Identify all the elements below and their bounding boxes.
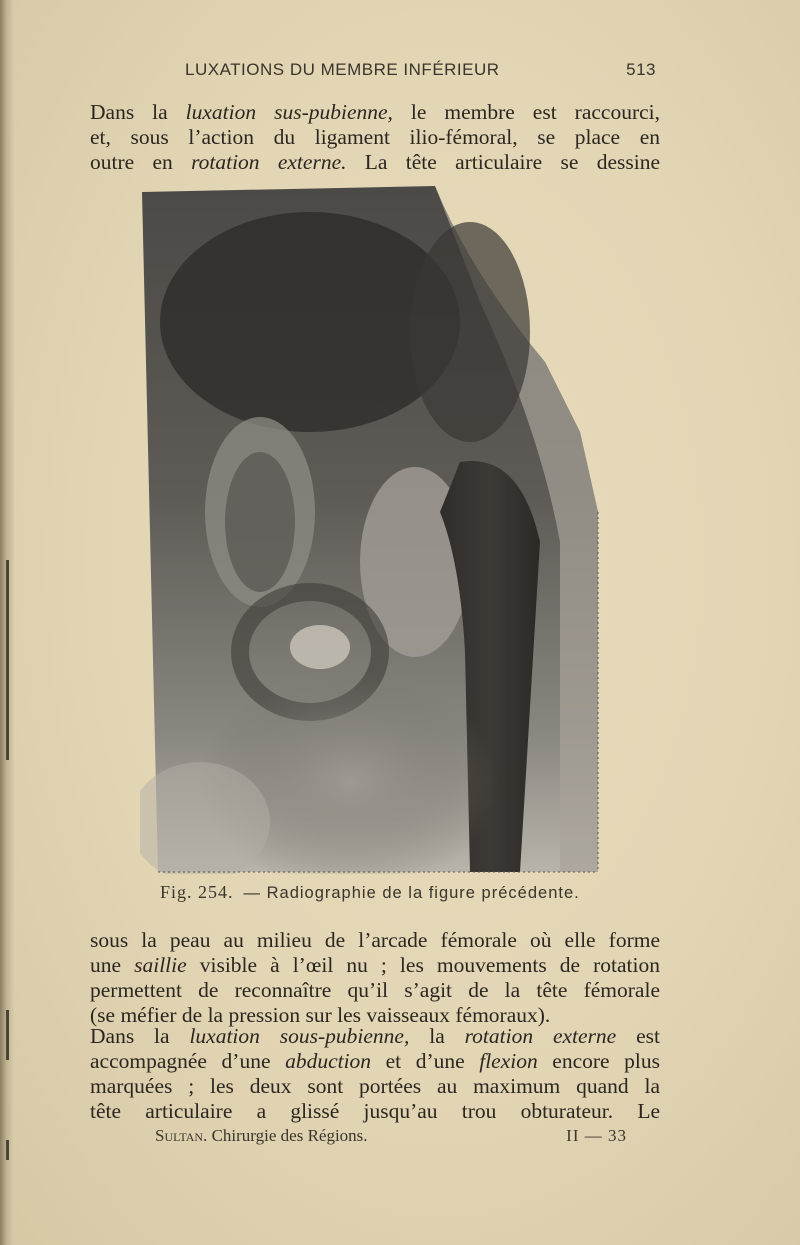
text-run: une bbox=[90, 953, 135, 977]
text-line bbox=[90, 1024, 660, 1049]
text-line bbox=[90, 978, 660, 1003]
italic-term: luxation sus-pubienne, bbox=[185, 100, 393, 124]
text-run: La tête articulaire se dessine bbox=[346, 150, 660, 174]
text-run: permettent de reconnaître qu’il s’agit de la tête fémorale bbox=[90, 978, 660, 1002]
paragraph-1 bbox=[90, 100, 660, 175]
figure-label: Fig. 254. bbox=[160, 882, 234, 902]
text-run: tête articulaire a glissé jusqu’au trou obturateur. Le bbox=[90, 1099, 660, 1123]
text-run: Dans la bbox=[90, 100, 186, 124]
text-run: et, sous l’action du ligament ilio-fémoral, se place en bbox=[90, 125, 660, 149]
footer-signature: II — 33 bbox=[566, 1126, 627, 1145]
text-line bbox=[90, 125, 660, 150]
text-run: outre en bbox=[90, 150, 192, 174]
paragraph-3 bbox=[90, 1024, 660, 1124]
book-spine-edge bbox=[0, 0, 14, 1245]
text-run: Dans la bbox=[90, 1024, 190, 1048]
text-run: et d’une bbox=[371, 1049, 480, 1073]
radiograph-image bbox=[140, 182, 602, 874]
figure-caption-text: — Radiographie de la figure précédente. bbox=[243, 884, 580, 902]
text-line bbox=[90, 928, 660, 953]
italic-term: abduction bbox=[285, 1049, 372, 1073]
running-head bbox=[90, 60, 660, 86]
page-number: 513 bbox=[626, 60, 656, 79]
text-run: sous la peau au milieu de l’arcade fémorale où elle forme bbox=[90, 928, 660, 952]
text-run: est bbox=[616, 1024, 660, 1048]
italic-term: rotation externe. bbox=[191, 150, 347, 174]
text-run: encore plus bbox=[537, 1049, 660, 1073]
italic-term: saillie bbox=[134, 953, 187, 977]
text-line bbox=[90, 1049, 660, 1074]
page-footer bbox=[155, 1126, 635, 1150]
paragraph-2 bbox=[90, 928, 660, 1028]
figure-caption bbox=[160, 882, 620, 903]
text-run: visible à l’œil nu ; les mouvements de rotation bbox=[186, 953, 661, 977]
italic-term: flexion bbox=[479, 1049, 538, 1073]
text-run: la bbox=[409, 1024, 465, 1048]
text-line bbox=[90, 1099, 660, 1124]
running-head-title: LUXATIONS DU MEMBRE INFÉRIEUR bbox=[185, 60, 500, 79]
footer-author: Sultan. bbox=[155, 1126, 208, 1145]
text-line bbox=[90, 100, 660, 125]
text-run: accompagnée d’une bbox=[90, 1049, 286, 1073]
text-run: le membre est raccourci, bbox=[392, 100, 660, 124]
text-line bbox=[90, 953, 660, 978]
text-run: marquées ; les deux sont portées au maximum quand la bbox=[90, 1074, 660, 1098]
footer-work: Chirurgie des Régions. bbox=[211, 1126, 368, 1145]
text-run: (se méfier de la pression sur les vaisseaux fémoraux). bbox=[90, 1003, 551, 1027]
italic-term: luxation sous-pubienne, bbox=[189, 1024, 410, 1048]
italic-term: rotation externe bbox=[464, 1024, 617, 1048]
text-line bbox=[90, 150, 660, 175]
radiograph-figure bbox=[140, 182, 602, 874]
text-line bbox=[90, 1074, 660, 1099]
